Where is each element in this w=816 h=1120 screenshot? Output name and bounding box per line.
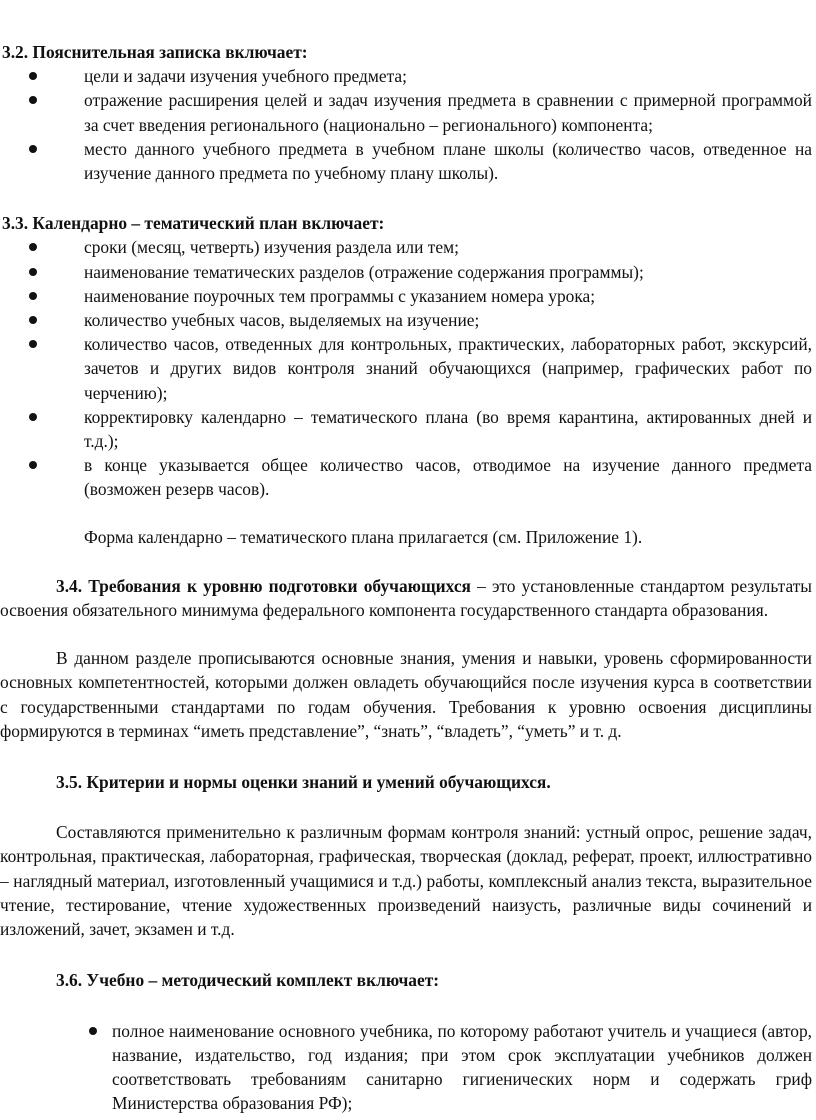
section-3-4-paragraph bbox=[0, 574, 816, 622]
bullet-dot-icon bbox=[29, 340, 37, 348]
bullet-dot-icon bbox=[29, 292, 37, 300]
bullet-dot-icon bbox=[29, 268, 37, 276]
bullet-dot-icon bbox=[29, 72, 37, 80]
list-item: отражение расширения целей и задач изучения предмета в сравнении с примерной программой за счет введения регионального (национально – регионального) компонента; bbox=[0, 88, 816, 136]
list-item: наименование тематических разделов (отражение содержания программы); bbox=[0, 260, 816, 284]
list-item: сроки (месяц, четверть) изучения раздела или тем; bbox=[0, 235, 816, 259]
section-3-6-list bbox=[0, 1019, 816, 1116]
section-3-2-heading: 3.2. Пояснительная записка включает: bbox=[2, 42, 308, 62]
form-note: Форма календарно – тематического плана прилагается (см. Приложение 1). bbox=[84, 526, 643, 547]
bullet-dot-icon bbox=[29, 145, 37, 153]
bullet-dot-icon bbox=[29, 96, 37, 104]
section-3-3-heading: 3.3. Календарно – тематический план включает: bbox=[2, 213, 385, 234]
section-3-4-heading: 3.4. Требования к уровню подготовки обучающихся bbox=[56, 575, 471, 596]
section-3-2-list bbox=[0, 64, 816, 185]
section-3-3-list bbox=[0, 235, 816, 501]
document-page bbox=[0, 40, 816, 1115]
section-3-5-body: Составляются применительно к различным формам контроля знаний: устный опрос, решение задач, контрольная, практическая, лабораторная, графическая, творческая (доклад, реферат, проект, иллюстративно – наглядный материал, изготовленный учащимися и т.д.) работы, комплексный анализ текста, выразительное чтение, тестирование, чтение художественных произведений наизусть, различные виды сочинений и изложений, зачет, экзамен и т.д. bbox=[0, 822, 812, 940]
list-item: наименование поурочных тем программы с указанием номера урока; bbox=[0, 284, 816, 308]
list-item: цели и задачи изучения учебного предмета; bbox=[0, 64, 816, 88]
section-3-4-body: В данном разделе прописываются основные знания, умения и навыки, уровень сформированности основных компетентностей, которыми должен овладеть обучающийся после изучения курса в соответствии с государственными стандартами по годам обучения. Требования к уровню освоения дисциплины формируются в терминах “иметь представление”, “знать”, “владеть”, “уметь” и т. д. bbox=[0, 648, 812, 741]
bullet-dot-icon bbox=[29, 413, 37, 421]
list-item: в конце указывается общее количество часов, отводимое на изучение данного предмета (возможен резерв часов). bbox=[0, 453, 816, 501]
section-3-4-lead-text: – это установленные стандартом результаты освоения обязательного минимума федерального компонента государственного стандарта образования. bbox=[0, 575, 812, 621]
list-item: полное наименование основного учебника, по которому работают учитель и учащиеся (автор, название, издательство, год издания; при этом срок эксплуатации учебников должен соответствовать требованиям санитарно гигиенических норм и содержать гриф Министерства образования РФ); bbox=[0, 1019, 816, 1116]
section-3-6-heading: 3.6. Учебно – методический комплект включает: bbox=[56, 970, 440, 991]
bullet-dot-icon bbox=[29, 461, 37, 469]
list-item: количество часов, отведенных для контрольных, практических, лабораторных работ, экскурсий, зачетов и других видов контроля знаний обучающихся (например, графических работ по черчению); bbox=[0, 332, 816, 405]
section-3-5-heading: 3.5. Критерии и нормы оценки знаний и умений обучающихся. bbox=[56, 772, 551, 793]
bullet-dot-icon bbox=[89, 1027, 97, 1035]
bullet-dot-icon bbox=[29, 316, 37, 324]
list-item: корректировку календарно – тематического плана (во время карантина, актированных дней и т.д.); bbox=[0, 405, 816, 453]
bullet-dot-icon bbox=[29, 243, 37, 251]
list-item: количество учебных часов, выделяемых на изучение; bbox=[0, 308, 816, 332]
list-item: место данного учебного предмета в учебном плане школы (количество часов, отведенное на изучение данного предмета по учебному плану школы). bbox=[0, 137, 816, 185]
